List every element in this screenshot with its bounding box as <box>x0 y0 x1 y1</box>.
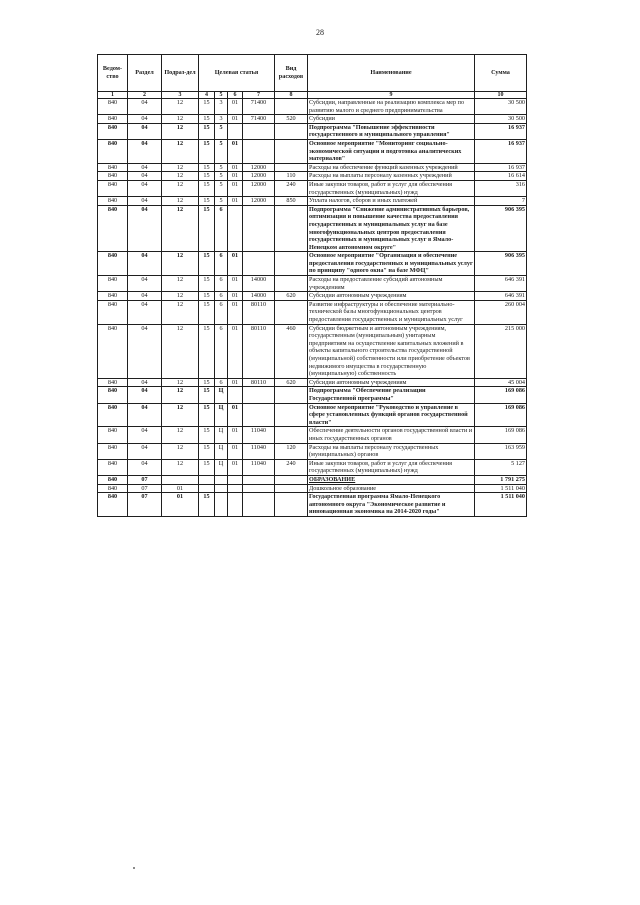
cell-summa: 5 127 <box>475 459 527 475</box>
cell-naimenovanie: Субсидии <box>308 115 475 124</box>
cell-summa: 45 004 <box>475 378 527 387</box>
cell-cs-3 <box>228 475 243 484</box>
table-row <box>98 300 527 324</box>
cell-naimenovanie: Расходы на выплаты персоналу государственных (муниципальных) органов <box>308 443 475 459</box>
cell-cs-2: Ц <box>215 403 228 427</box>
cell-cs-1: 15 <box>199 378 215 387</box>
cell-cs-2: 6 <box>215 276 228 292</box>
cell-naimenovanie: Уплата налогов, сборов и иных платежей <box>308 197 475 206</box>
cell-vid <box>275 139 308 163</box>
cell-cs-3 <box>228 387 243 403</box>
cell-summa: 16 937 <box>475 139 527 163</box>
header-vid-rashodov: Вид расходов <box>275 55 308 92</box>
cell-cs-3: 01 <box>228 403 243 427</box>
cell-cs-1: 15 <box>199 276 215 292</box>
table-row <box>98 276 527 292</box>
column-number: 1 <box>98 92 128 99</box>
cell-cs-3: 01 <box>228 180 243 196</box>
cell-naimenovanie: ОБРАЗОВАНИЕ <box>308 475 475 484</box>
cell-podrazdel: 12 <box>162 163 199 172</box>
table-row <box>98 443 527 459</box>
cell-podrazdel <box>162 475 199 484</box>
cell-summa: 16 937 <box>475 163 527 172</box>
cell-vedomstvo: 840 <box>98 427 128 443</box>
cell-naimenovanie: Обеспечение деятельности органов государственной власти и иных государственных органов <box>308 427 475 443</box>
cell-podrazdel: 12 <box>162 139 199 163</box>
cell-vid <box>275 205 308 252</box>
cell-vedomstvo: 840 <box>98 378 128 387</box>
cell-razdel: 04 <box>128 427 162 443</box>
cell-cs-4: 12000 <box>243 197 275 206</box>
table-row <box>98 197 527 206</box>
cell-vid <box>275 276 308 292</box>
cell-podrazdel: 12 <box>162 252 199 276</box>
cell-vid <box>275 99 308 115</box>
cell-vid <box>275 163 308 172</box>
cell-summa: 1 511 040 <box>475 484 527 493</box>
cell-cs-2: 5 <box>215 123 228 139</box>
cell-vedomstvo: 840 <box>98 493 128 517</box>
cell-vid <box>275 475 308 484</box>
cell-cs-4: 11040 <box>243 459 275 475</box>
cell-cs-2: 5 <box>215 139 228 163</box>
column-number: 7 <box>243 92 275 99</box>
cell-cs-4: 12000 <box>243 172 275 181</box>
cell-cs-3: 01 <box>228 139 243 163</box>
column-number-row <box>98 92 527 99</box>
cell-cs-3: 01 <box>228 292 243 301</box>
cell-cs-2: Ц <box>215 387 228 403</box>
cell-cs-4: 71400 <box>243 99 275 115</box>
cell-podrazdel: 12 <box>162 324 199 378</box>
cell-cs-1: 15 <box>199 115 215 124</box>
cell-summa: 215 000 <box>475 324 527 378</box>
cell-podrazdel: 12 <box>162 172 199 181</box>
cell-razdel: 07 <box>128 493 162 517</box>
table-row <box>98 493 527 517</box>
cell-vedomstvo: 840 <box>98 99 128 115</box>
cell-vid: 110 <box>275 172 308 181</box>
cell-summa: 1 511 040 <box>475 493 527 517</box>
cell-cs-1: 15 <box>199 99 215 115</box>
cell-podrazdel: 12 <box>162 292 199 301</box>
cell-naimenovanie: Субсидии бюджетным и автономным учреждениям, государственным (муниципальным) унитарным предприятиям на осуществление капитальных вложений в объекты капитального строительства государственной (муниципальной) собственности или приобретение объектов недвижимого имущества в государственную (муниципальную) собственность <box>308 324 475 378</box>
cell-podrazdel: 12 <box>162 115 199 124</box>
cell-cs-2: 6 <box>215 292 228 301</box>
cell-cs-4 <box>243 493 275 517</box>
cell-podrazdel: 01 <box>162 493 199 517</box>
cell-summa: 1 791 275 <box>475 475 527 484</box>
cell-cs-3: 01 <box>228 324 243 378</box>
cell-vid: 460 <box>275 324 308 378</box>
cell-razdel: 04 <box>128 123 162 139</box>
cell-razdel: 04 <box>128 172 162 181</box>
cell-vid: 240 <box>275 180 308 196</box>
cell-cs-3: 01 <box>228 99 243 115</box>
cell-razdel: 04 <box>128 300 162 324</box>
cell-vid <box>275 252 308 276</box>
table-row <box>98 163 527 172</box>
cell-vedomstvo: 840 <box>98 459 128 475</box>
cell-cs-1: 15 <box>199 459 215 475</box>
cell-summa: 169 086 <box>475 403 527 427</box>
table-row <box>98 205 527 252</box>
cell-vedomstvo: 840 <box>98 139 128 163</box>
cell-cs-2: 6 <box>215 378 228 387</box>
cell-podrazdel: 12 <box>162 403 199 427</box>
cell-cs-1: 15 <box>199 205 215 252</box>
column-number: 9 <box>308 92 475 99</box>
cell-cs-1: 15 <box>199 163 215 172</box>
cell-naimenovanie: Дошкольное образование <box>308 484 475 493</box>
cell-cs-1: 15 <box>199 172 215 181</box>
cell-cs-4: 12000 <box>243 180 275 196</box>
column-number: 4 <box>199 92 215 99</box>
cell-cs-1: 15 <box>199 292 215 301</box>
table-row <box>98 324 527 378</box>
cell-razdel: 04 <box>128 292 162 301</box>
cell-naimenovanie: Основное мероприятие "Организация и обеспечение предоставления государственных и муниципальных услуг по принципу "одного окна" на базе МФЦ" <box>309 252 473 275</box>
table-row <box>98 459 527 475</box>
cell-razdel: 04 <box>128 324 162 378</box>
cell-summa: 906 395 <box>475 252 527 276</box>
cell-cs-2: 6 <box>215 252 228 276</box>
cell-summa: 30 500 <box>475 115 527 124</box>
cell-razdel: 04 <box>128 276 162 292</box>
cell-summa: 16 937 <box>475 123 527 139</box>
table-row <box>98 172 527 181</box>
cell-cs-4 <box>243 387 275 403</box>
cell-podrazdel: 12 <box>162 443 199 459</box>
cell-vedomstvo: 840 <box>98 387 128 403</box>
table-row <box>98 139 527 163</box>
table-header-row <box>98 55 527 92</box>
cell-vid: 850 <box>275 197 308 206</box>
cell-vid <box>275 123 308 139</box>
cell-naimenovanie: Подпрограмма "Снижение административных барьеров, оптимизация и повышение качества предоставления государственных и муниципальных услуг на базе многофункциональных центров предоставления государственных и муниципальных услуг в Ямало-Ненецком автономном округе" <box>308 205 475 252</box>
cell-naimenovanie: Подпрограмма "Обеспечение реализации Государственной программы" <box>308 387 475 403</box>
cell-razdel: 04 <box>128 163 162 172</box>
cell-cs-2: 5 <box>215 197 228 206</box>
table-row <box>98 387 527 403</box>
cell-cs-1 <box>199 475 215 484</box>
cell-cs-4: 14000 <box>243 276 275 292</box>
cell-razdel: 04 <box>128 205 162 252</box>
column-number: 8 <box>275 92 308 99</box>
cell-cs-2: Ц <box>215 459 228 475</box>
table-row <box>98 427 527 443</box>
cell-cs-1: 15 <box>199 123 215 139</box>
cell-cs-2: 6 <box>215 324 228 378</box>
table-row <box>98 180 527 196</box>
cell-cs-3: 01 <box>228 252 243 276</box>
table-row <box>98 99 527 115</box>
cell-cs-4 <box>243 403 275 427</box>
cell-cs-2 <box>215 493 228 517</box>
scan-speck <box>133 867 135 869</box>
cell-razdel: 04 <box>128 115 162 124</box>
header-summa: Сумма <box>475 55 527 92</box>
cell-summa: 7 <box>475 197 527 206</box>
cell-cs-1: 15 <box>199 252 215 276</box>
cell-cs-4: 80110 <box>243 378 275 387</box>
cell-naimenovanie: Иные закупки товаров, работ и услуг для обеспечения государственных (муниципальных) нужд <box>308 180 475 196</box>
table-row <box>98 378 527 387</box>
cell-razdel: 04 <box>128 403 162 427</box>
cell-razdel: 07 <box>128 475 162 484</box>
table-row <box>98 403 527 427</box>
cell-razdel: 04 <box>128 197 162 206</box>
cell-razdel: 04 <box>128 139 162 163</box>
cell-cs-1: 15 <box>199 197 215 206</box>
cell-summa: 646 391 <box>475 276 527 292</box>
cell-cs-2: 5 <box>215 163 228 172</box>
cell-cs-3 <box>228 493 243 517</box>
cell-vedomstvo: 840 <box>98 443 128 459</box>
cell-cs-3: 01 <box>228 427 243 443</box>
cell-vid <box>275 427 308 443</box>
cell-podrazdel: 12 <box>162 197 199 206</box>
cell-cs-3 <box>228 484 243 493</box>
cell-cs-4: 11040 <box>243 427 275 443</box>
cell-cs-3: 01 <box>228 276 243 292</box>
cell-razdel: 04 <box>128 99 162 115</box>
cell-podrazdel: 12 <box>162 459 199 475</box>
cell-cs-1: 15 <box>199 387 215 403</box>
cell-cs-2: Ц <box>215 443 228 459</box>
cell-podrazdel: 01 <box>162 484 199 493</box>
cell-naimenovanie: Расходы на предоставление субсидий автономным учреждениям <box>308 276 475 292</box>
cell-vedomstvo: 840 <box>98 205 128 252</box>
cell-podrazdel: 12 <box>162 300 199 324</box>
cell-cs-4: 71400 <box>243 115 275 124</box>
header-naimenovanie: Наименование <box>308 55 475 92</box>
cell-vid <box>275 484 308 493</box>
cell-cs-4 <box>243 475 275 484</box>
cell-vid <box>275 387 308 403</box>
cell-summa: 30 500 <box>475 99 527 115</box>
cell-vedomstvo: 840 <box>98 300 128 324</box>
cell-vedomstvo: 840 <box>98 252 128 276</box>
cell-vid <box>275 403 308 427</box>
cell-summa: 260 004 <box>475 300 527 324</box>
table-row <box>98 292 527 301</box>
table-row <box>98 115 527 124</box>
cell-podrazdel: 12 <box>162 387 199 403</box>
cell-cs-1: 15 <box>199 427 215 443</box>
cell-cs-4 <box>243 123 275 139</box>
cell-summa: 163 959 <box>475 443 527 459</box>
cell-vid: 620 <box>275 378 308 387</box>
cell-naimenovanie: Основное мероприятие "Мониторинг социально-экономической ситуации и подготовка аналитических материалов" <box>308 139 475 163</box>
column-number: 6 <box>228 92 243 99</box>
cell-podrazdel: 12 <box>162 123 199 139</box>
table-body <box>98 99 527 517</box>
cell-vedomstvo: 840 <box>98 180 128 196</box>
cell-naimenovanie: Расходы на выплаты персоналу казенных учреждений <box>308 172 475 181</box>
cell-summa: 169 086 <box>475 387 527 403</box>
cell-vid <box>275 493 308 517</box>
cell-vedomstvo: 840 <box>98 324 128 378</box>
cell-cs-1: 15 <box>199 139 215 163</box>
cell-cs-2: 3 <box>215 99 228 115</box>
cell-cs-3 <box>228 123 243 139</box>
cell-naimenovanie: Подпрограмма "Повышение эффективности государственного и муниципального управления" <box>308 123 475 139</box>
cell-vedomstvo: 840 <box>98 292 128 301</box>
cell-vedomstvo: 840 <box>98 197 128 206</box>
cell-cs-1: 15 <box>199 300 215 324</box>
cell-cs-1: 15 <box>199 443 215 459</box>
cell-cs-3: 01 <box>228 163 243 172</box>
cell-summa: 906 395 <box>475 205 527 252</box>
cell-vedomstvo: 840 <box>98 475 128 484</box>
cell-cs-1: 15 <box>199 403 215 427</box>
cell-cs-1: 15 <box>199 493 215 517</box>
cell-cs-4: 12000 <box>243 163 275 172</box>
column-number: 3 <box>162 92 199 99</box>
column-number: 5 <box>215 92 228 99</box>
cell-razdel: 04 <box>128 252 162 276</box>
cell-cs-3: 01 <box>228 443 243 459</box>
header-vedomstvo: Ведом-ство <box>98 55 128 92</box>
cell-cs-3: 01 <box>228 172 243 181</box>
cell-vid: 240 <box>275 459 308 475</box>
cell-vedomstvo: 840 <box>98 172 128 181</box>
cell-summa: 316 <box>475 180 527 196</box>
cell-cs-2 <box>215 475 228 484</box>
header-razdel: Раздел <box>128 55 162 92</box>
cell-vedomstvo: 840 <box>98 484 128 493</box>
table-row <box>98 475 527 484</box>
page-number: 28 <box>316 28 324 37</box>
cell-vedomstvo: 840 <box>98 276 128 292</box>
header-celevaya-statya: Целевая статья <box>199 55 275 92</box>
table-row <box>98 252 527 276</box>
cell-summa: 646 391 <box>475 292 527 301</box>
cell-cs-1: 15 <box>199 180 215 196</box>
cell-cs-1: 15 <box>199 324 215 378</box>
cell-cs-2: Ц <box>215 427 228 443</box>
cell-razdel: 04 <box>128 459 162 475</box>
cell-vid: 520 <box>275 115 308 124</box>
cell-podrazdel: 12 <box>162 99 199 115</box>
cell-naimenovanie: Субсидии автономным учреждениям <box>308 292 475 301</box>
cell-vedomstvo: 840 <box>98 123 128 139</box>
cell-cs-4: 14000 <box>243 292 275 301</box>
header-podrazdel: Подраз-дел <box>162 55 199 92</box>
cell-cs-3: 01 <box>228 115 243 124</box>
cell-podrazdel: 12 <box>162 205 199 252</box>
cell-cs-4: 80110 <box>243 300 275 324</box>
cell-cs-4 <box>243 252 275 276</box>
cell-cs-2: 6 <box>215 205 228 252</box>
cell-cs-2 <box>215 484 228 493</box>
cell-naimenovanie: Расходы на обеспечение функций казенных учреждений <box>308 163 475 172</box>
cell-cs-3: 01 <box>228 378 243 387</box>
cell-razdel: 04 <box>128 387 162 403</box>
column-number: 2 <box>128 92 162 99</box>
cell-vid: 120 <box>275 443 308 459</box>
table-row <box>98 123 527 139</box>
cell-razdel: 04 <box>128 443 162 459</box>
cell-cs-4 <box>243 484 275 493</box>
cell-cs-3 <box>228 205 243 252</box>
cell-podrazdel: 12 <box>162 180 199 196</box>
cell-vid <box>275 300 308 324</box>
cell-naimenovanie: Государственная программа Ямало-Ненецкого автономного округа "Экономическое развитие и инновационная экономика на 2014-2020 годы" <box>308 493 475 517</box>
cell-naimenovanie: Иные закупки товаров, работ и услуг для обеспечения государственных (муниципальных) нужд <box>308 459 475 475</box>
table-row <box>98 484 527 493</box>
cell-vid: 620 <box>275 292 308 301</box>
cell-cs-3: 01 <box>228 197 243 206</box>
cell-podrazdel: 12 <box>162 276 199 292</box>
cell-cs-2: 3 <box>215 115 228 124</box>
cell-naimenovanie: Субсидии автономным учреждениям <box>308 378 475 387</box>
budget-table <box>97 54 527 517</box>
cell-vedomstvo: 840 <box>98 115 128 124</box>
cell-cs-1 <box>199 484 215 493</box>
cell-cs-3: 01 <box>228 459 243 475</box>
cell-cs-4 <box>243 139 275 163</box>
cell-vedomstvo: 840 <box>98 403 128 427</box>
cell-razdel: 04 <box>128 180 162 196</box>
cell-cs-2: 5 <box>215 172 228 181</box>
cell-cs-4: 11040 <box>243 443 275 459</box>
cell-razdel: 04 <box>128 378 162 387</box>
cell-razdel: 07 <box>128 484 162 493</box>
cell-cs-2: 5 <box>215 180 228 196</box>
cell-podrazdel: 12 <box>162 427 199 443</box>
cell-vedomstvo: 840 <box>98 163 128 172</box>
cell-summa: 169 086 <box>475 427 527 443</box>
column-number: 10 <box>475 92 527 99</box>
cell-cs-4 <box>243 205 275 252</box>
cell-naimenovanie: Основное мероприятие "Руководство и управление в сфере установленных функций органов государственной власти" <box>308 403 475 427</box>
cell-cs-4: 80110 <box>243 324 275 378</box>
cell-podrazdel: 12 <box>162 378 199 387</box>
cell-cs-2: 6 <box>215 300 228 324</box>
cell-naimenovanie: Субсидии, направленные на реализацию комплекса мер по развитию малого и среднего предпринимательства <box>308 99 475 115</box>
cell-summa: 16 614 <box>475 172 527 181</box>
cell-cs-3: 01 <box>228 300 243 324</box>
cell-naimenovanie: Развитие инфраструктуры и обеспечение материально-технической базы многофункциональных центров предоставления государственных и муниципальных услуг <box>308 300 475 324</box>
